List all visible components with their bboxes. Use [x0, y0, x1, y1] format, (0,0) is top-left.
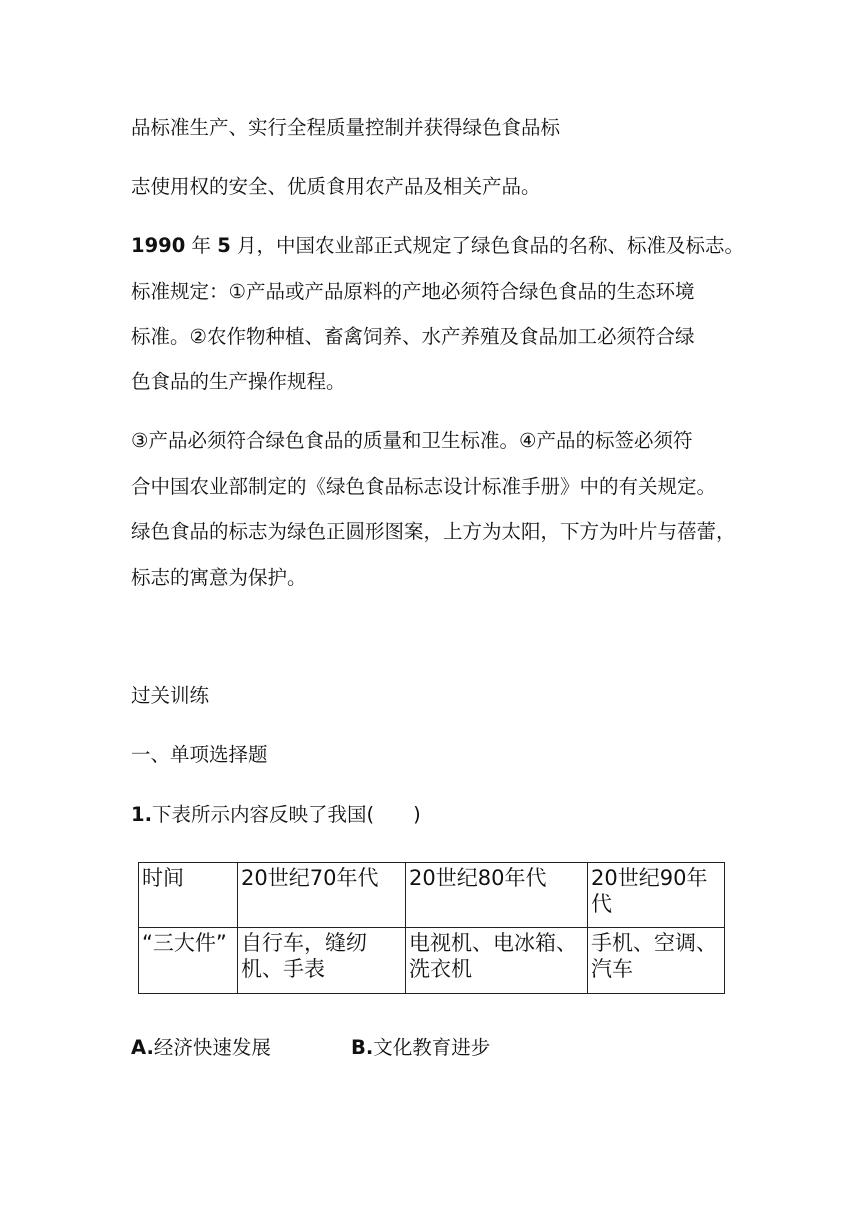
year-unit: 年 — [185, 234, 218, 257]
month-number: 5 — [217, 234, 231, 257]
table-cell: 20世纪90年代 — [588, 863, 725, 928]
paragraph-line: 标准。②农作物种植、畜禽饲养、水产养殖及食品加工必须符合绿 — [131, 325, 695, 348]
paragraph-line: 标准规定：①产品或产品原料的产地必须符合绿色食品的生态环境 — [131, 280, 695, 303]
section-title: 过关训练 — [131, 684, 210, 707]
section-subtitle: 一、单项选择题 — [131, 743, 268, 766]
table-cell: 手机、空调、汽车 — [588, 928, 725, 994]
table-cell: 时间 — [139, 863, 238, 928]
option-b — [351, 1034, 490, 1062]
table-cell: 20世纪80年代 — [406, 863, 588, 928]
paragraph-line: 标志的寓意为保护。 — [131, 566, 307, 589]
option-a-letter: A. — [131, 1036, 154, 1059]
table-cell: 自行车，缝纫机、手表 — [238, 928, 406, 994]
paragraph-line: 品标准生产、实行全程质量控制并获得绿色食品标 — [131, 116, 561, 139]
question-table — [138, 862, 725, 994]
question-text: 下表所示内容反映了我国( ) — [151, 803, 421, 826]
question-stem — [131, 801, 421, 829]
table-cell: “三大件” — [139, 928, 238, 994]
table-row — [139, 863, 725, 928]
paragraph-text: 月，中国农业部正式规定了绿色食品的名称、标准及标志。 — [230, 234, 744, 257]
table-row — [139, 928, 725, 994]
option-a — [131, 1034, 271, 1062]
paragraph-line: 色食品的生产操作规程。 — [131, 370, 346, 393]
paragraph-line: ③产品必须符合绿色食品的质量和卫生标准。④产品的标签必须符 — [131, 429, 693, 452]
option-b-letter: B. — [351, 1036, 374, 1059]
option-a-text: 经济快速发展 — [153, 1036, 271, 1059]
paragraph-line: 绿色食品的标志为绿色正圆形图案，上方为太阳，下方为叶片与蓓蕾， — [131, 520, 736, 543]
paragraph-line — [131, 232, 744, 260]
option-b-text: 文化教育进步 — [373, 1036, 491, 1059]
year-number: 1990 — [131, 234, 186, 257]
table-cell: 电视机、电冰箱、洗衣机 — [406, 928, 588, 994]
paragraph-line: 合中国农业部制定的《绿色食品标志设计标准手册》中的有关规定。 — [131, 475, 717, 498]
table-cell: 20世纪70年代 — [238, 863, 406, 928]
question-number: 1. — [131, 803, 152, 826]
paragraph-line: 志使用权的安全、优质食用农产品及相关产品。 — [131, 175, 541, 198]
